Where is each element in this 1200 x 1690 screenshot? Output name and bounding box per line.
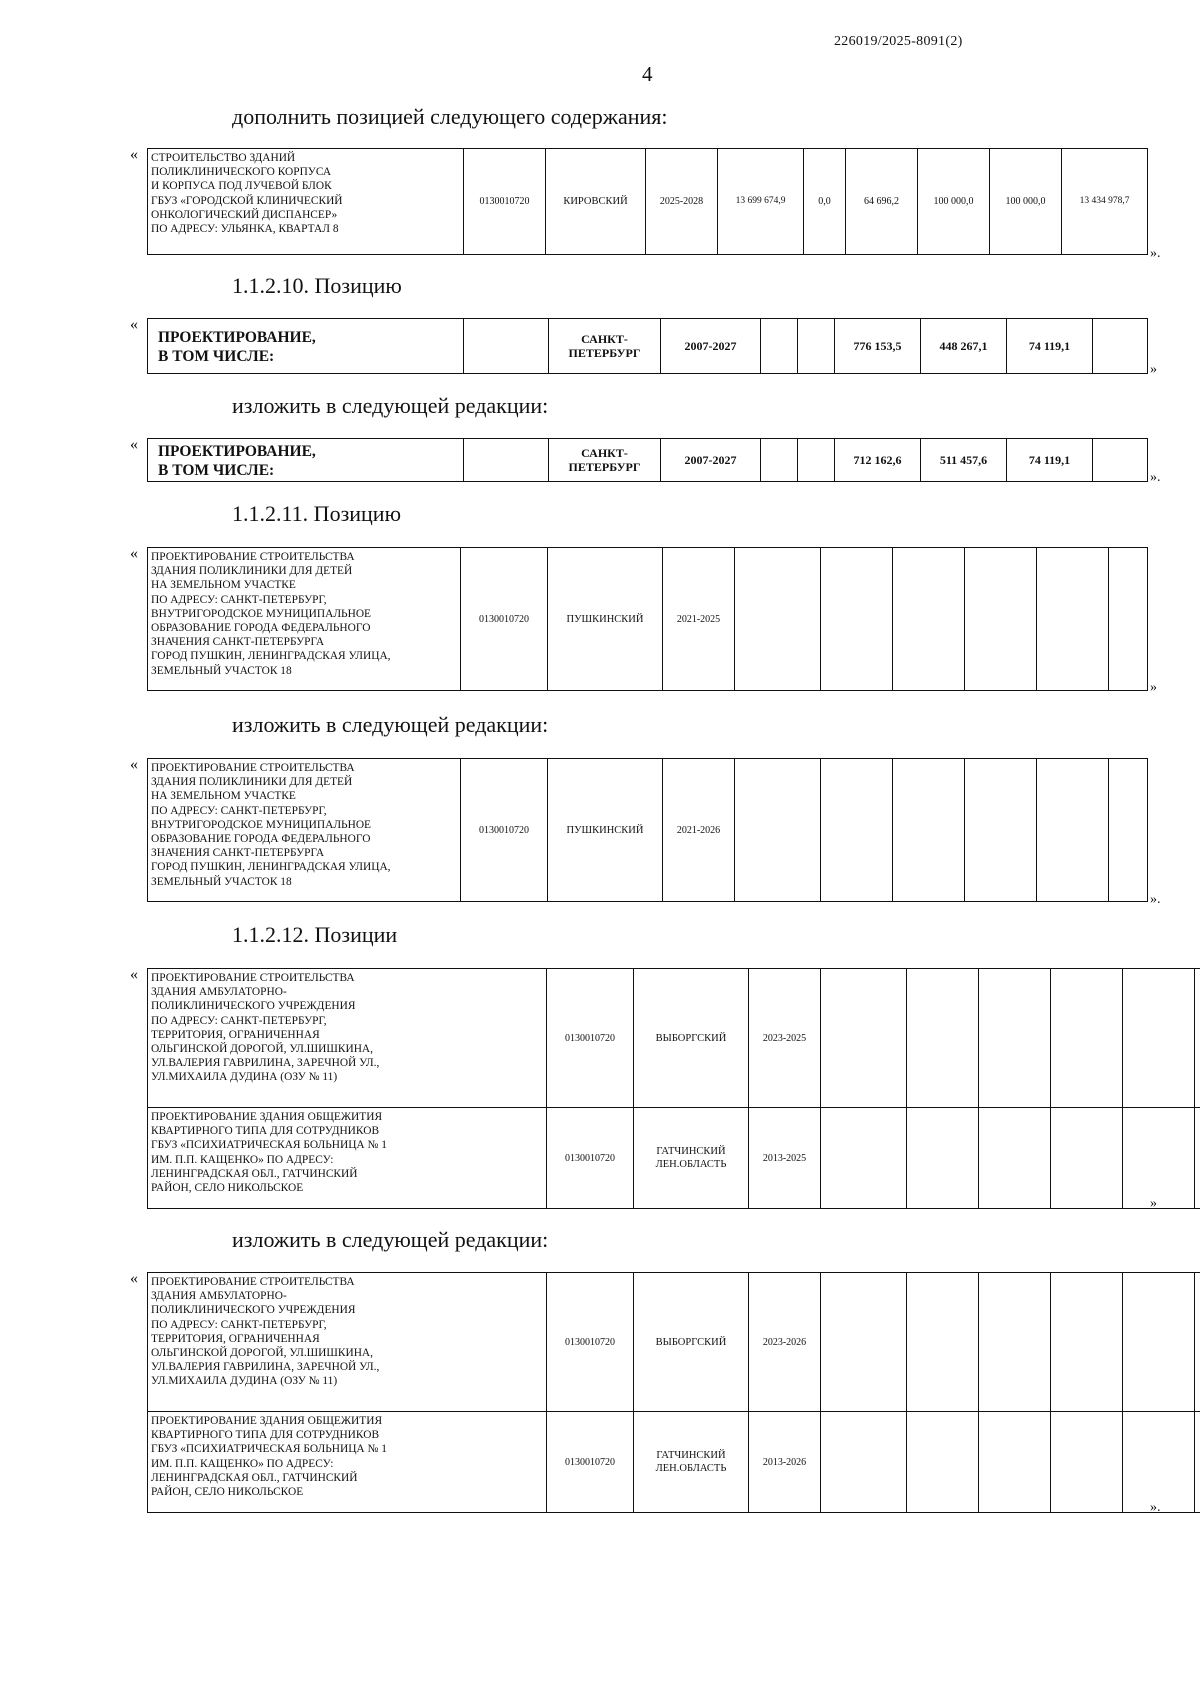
value-cell <box>761 319 798 374</box>
heading-1-1-2-10: 1.1.2.10. Позицию <box>232 273 402 298</box>
period-cell: 2025-2028 <box>646 149 718 255</box>
quote-open: « <box>130 545 138 562</box>
position-name: СТРОИТЕЛЬСТВО ЗДАНИЙ ПОЛИКЛИНИЧЕСКОГО КОРПУСА И КОРПУСА ПОД ЛУЧЕВОЙ БЛОК ГБУЗ «ГОРОДСКОЙ КЛИНИЧЕСКИЙ ОНКОЛОГИЧЕСКИЙ ДИСПАНСЕР» ПО АДРЕСУ: УЛЬЯНКА, КВАРТАЛ 8 <box>148 149 464 255</box>
code-cell: 0130010720 <box>547 969 634 1108</box>
value-cell: 74 119,1 <box>1007 439 1093 482</box>
period-cell: 2021-2025 <box>663 548 735 691</box>
value-cell <box>798 319 835 374</box>
value-cell: 776 153,5 <box>835 319 921 374</box>
value-cell <box>821 1412 907 1513</box>
value-cell <box>1195 1412 1200 1513</box>
value-cell: 448 267,1 <box>921 319 1007 374</box>
value-cell: 13 434 978,7 <box>1062 149 1148 255</box>
document-number: 226019/2025-8091(2) <box>834 34 963 49</box>
value-cell: 74 119,1 <box>1007 319 1093 374</box>
value-cell <box>821 759 893 902</box>
value-cell <box>1093 439 1148 482</box>
period-cell: 2007-2027 <box>661 319 761 374</box>
value-cell <box>893 548 965 691</box>
period-cell: 2013-2026 <box>749 1412 821 1513</box>
position-name: ПРОЕКТИРОВАНИЕ, В ТОМ ЧИСЛЕ: <box>148 319 464 374</box>
quote-close: » <box>1150 680 1157 695</box>
table-row <box>148 759 1148 902</box>
value-cell <box>979 1108 1051 1209</box>
table-row <box>148 1108 1200 1209</box>
page-number: 4 <box>642 62 653 86</box>
quote-open: « <box>130 756 138 773</box>
value-cell <box>979 969 1051 1108</box>
table-vyborg-gatchina-old <box>147 968 1200 1209</box>
quote-close: ». <box>1150 1500 1161 1515</box>
code-cell: 0130010720 <box>547 1108 634 1209</box>
value-cell <box>735 548 821 691</box>
period-cell: 2023-2026 <box>749 1273 821 1412</box>
table-row <box>148 319 1148 374</box>
table-new-position <box>147 148 1148 255</box>
heading-new-edition: изложить в следующей редакции: <box>232 393 549 418</box>
value-cell <box>1051 1108 1123 1209</box>
period-cell: 2023-2025 <box>749 969 821 1108</box>
district-cell: САНКТ- ПЕТЕРБУРГ <box>549 319 661 374</box>
value-cell <box>907 1412 979 1513</box>
quote-close: ». <box>1150 470 1161 485</box>
value-cell: 64 696,2 <box>846 149 918 255</box>
value-cell <box>893 759 965 902</box>
quote-open: « <box>130 1270 138 1287</box>
period-cell: 2007-2027 <box>661 439 761 482</box>
code-cell <box>464 439 549 482</box>
quote-open: « <box>130 436 138 453</box>
value-cell <box>907 969 979 1108</box>
value-cell <box>1123 1273 1195 1412</box>
table-design-new <box>147 438 1148 482</box>
table-row <box>148 149 1148 255</box>
value-cell <box>1109 759 1148 902</box>
position-name: ПРОЕКТИРОВАНИЕ СТРОИТЕЛЬСТВА ЗДАНИЯ АМБУЛАТОРНО- ПОЛИКЛИНИЧЕСКОГО УЧРЕЖДЕНИЯ ПО АДРЕСУ: САНКТ-ПЕТЕРБУРГ, ТЕРРИТОРИЯ, ОГРАНИЧЕННАЯ ОЛЬГИНСКОЙ ДОРОГОЙ, УЛ.ШИШКИНА, УЛ.ВАЛЕРИЯ ГАВРИЛИНА, ЗАРЕЧНОЙ УЛ., УЛ.МИХАИЛА ДУДИНА (ОЗУ № 11) <box>148 969 547 1108</box>
code-cell: 0130010720 <box>461 548 548 691</box>
district-cell: ПУШКИНСКИЙ <box>548 548 663 691</box>
heading-new-edition: изложить в следующей редакции: <box>232 1227 549 1252</box>
table-design-old <box>147 318 1148 374</box>
value-cell <box>907 1108 979 1209</box>
table-row <box>148 1412 1200 1513</box>
quote-close: ». <box>1150 246 1161 261</box>
value-cell: 100 000,0 <box>918 149 990 255</box>
value-cell <box>1037 759 1109 902</box>
table-pushkin-new <box>147 758 1148 902</box>
value-cell <box>1195 1108 1200 1209</box>
position-name: ПРОЕКТИРОВАНИЕ, В ТОМ ЧИСЛЕ: <box>148 439 464 482</box>
value-cell: 511 457,6 <box>921 439 1007 482</box>
value-cell <box>965 759 1037 902</box>
table-row <box>148 969 1200 1108</box>
heading-1-1-2-11: 1.1.2.11. Позицию <box>232 501 402 526</box>
period-cell: 2013-2025 <box>749 1108 821 1209</box>
table-row <box>148 548 1148 691</box>
code-cell: 0130010720 <box>461 759 548 902</box>
value-cell <box>1195 969 1200 1108</box>
position-name: ПРОЕКТИРОВАНИЕ ЗДАНИЯ ОБЩЕЖИТИЯ КВАРТИРНОГО ТИПА ДЛЯ СОТРУДНИКОВ ГБУЗ «ПСИХИАТРИЧЕСКАЯ БОЛЬНИЦА № 1 ИМ. П.П. КАЩЕНКО» ПО АДРЕСУ: ЛЕНИНГРАДСКАЯ ОБЛ., ГАТЧИНСКИЙ РАЙОН, СЕЛО НИКОЛЬСКОЕ <box>148 1412 547 1513</box>
heading-1-1-2-12: 1.1.2.12. Позиции <box>232 922 398 947</box>
heading-new-edition: изложить в следующей редакции: <box>232 712 549 737</box>
value-cell: 712 162,6 <box>835 439 921 482</box>
period-cell: 2021-2026 <box>663 759 735 902</box>
value-cell <box>907 1273 979 1412</box>
district-cell: ВЫБОРГСКИЙ <box>634 969 749 1108</box>
code-cell: 0130010720 <box>547 1273 634 1412</box>
value-cell <box>1051 1273 1123 1412</box>
value-cell <box>1051 969 1123 1108</box>
value-cell <box>965 548 1037 691</box>
value-cell <box>1195 1273 1200 1412</box>
value-cell <box>821 1108 907 1209</box>
position-name: ПРОЕКТИРОВАНИЕ ЗДАНИЯ ОБЩЕЖИТИЯ КВАРТИРНОГО ТИПА ДЛЯ СОТРУДНИКОВ ГБУЗ «ПСИХИАТРИЧЕСКАЯ БОЛЬНИЦА № 1 ИМ. П.П. КАЩЕНКО» ПО АДРЕСУ: ЛЕНИНГРАДСКАЯ ОБЛ., ГАТЧИНСКИЙ РАЙОН, СЕЛО НИКОЛЬСКОЕ <box>148 1108 547 1209</box>
quote-open: « <box>130 966 138 983</box>
value-cell: 13 699 674,9 <box>718 149 804 255</box>
district-cell: КИРОВСКИЙ <box>546 149 646 255</box>
value-cell: 100 000,0 <box>990 149 1062 255</box>
value-cell <box>761 439 798 482</box>
position-name: ПРОЕКТИРОВАНИЕ СТРОИТЕЛЬСТВА ЗДАНИЯ ПОЛИКЛИНИКИ ДЛЯ ДЕТЕЙ НА ЗЕМЕЛЬНОМ УЧАСТКЕ ПО АДРЕСУ: САНКТ-ПЕТЕРБУРГ, ВНУТРИГОРОДСКОЕ МУНИЦИПАЛЬНОЕ ОБРАЗОВАНИЕ ГОРОДА ФЕДЕРАЛЬНОГО ЗНАЧЕНИЯ САНКТ-ПЕТЕРБУРГА ГОРОД ПУШКИН, ЛЕНИНГРАДСКАЯ УЛИЦА, ЗЕМЕЛЬНЫЙ УЧАСТОК 18 <box>148 759 461 902</box>
position-name: ПРОЕКТИРОВАНИЕ СТРОИТЕЛЬСТВА ЗДАНИЯ АМБУЛАТОРНО- ПОЛИКЛИНИЧЕСКОГО УЧРЕЖДЕНИЯ ПО АДРЕСУ: САНКТ-ПЕТЕРБУРГ, ТЕРРИТОРИЯ, ОГРАНИЧЕННАЯ ОЛЬГИНСКОЙ ДОРОГОЙ, УЛ.ШИШКИНА, УЛ.ВАЛЕРИЯ ГАВРИЛИНА, ЗАРЕЧНОЙ УЛ., УЛ.МИХАИЛА ДУДИНА (ОЗУ № 11) <box>148 1273 547 1412</box>
value-cell <box>1051 1412 1123 1513</box>
value-cell <box>798 439 835 482</box>
table-vyborg-gatchina-new <box>147 1272 1200 1513</box>
value-cell <box>1109 548 1148 691</box>
value-cell: 0,0 <box>804 149 846 255</box>
table-pushkin-old <box>147 547 1148 691</box>
value-cell <box>1037 548 1109 691</box>
code-cell <box>464 319 549 374</box>
district-cell: ВЫБОРГСКИЙ <box>634 1273 749 1412</box>
table-row <box>148 439 1148 482</box>
position-name: ПРОЕКТИРОВАНИЕ СТРОИТЕЛЬСТВА ЗДАНИЯ ПОЛИКЛИНИКИ ДЛЯ ДЕТЕЙ НА ЗЕМЕЛЬНОМ УЧАСТКЕ ПО АДРЕСУ: САНКТ-ПЕТЕРБУРГ, ВНУТРИГОРОДСКОЕ МУНИЦИПАЛЬНОЕ ОБРАЗОВАНИЕ ГОРОДА ФЕДЕРАЛЬНОГО ЗНАЧЕНИЯ САНКТ-ПЕТЕРБУРГА ГОРОД ПУШКИН, ЛЕНИНГРАДСКАЯ УЛИЦА, ЗЕМЕЛЬНЫЙ УЧАСТОК 18 <box>148 548 461 691</box>
value-cell <box>979 1412 1051 1513</box>
district-cell: ГАТЧИНСКИЙ ЛЕН.ОБЛАСТЬ <box>634 1108 749 1209</box>
table-row <box>148 1273 1200 1412</box>
value-cell <box>1093 319 1148 374</box>
code-cell: 0130010720 <box>547 1412 634 1513</box>
district-cell: САНКТ- ПЕТЕРБУРГ <box>549 439 661 482</box>
district-cell: ГАТЧИНСКИЙ ЛЕН.ОБЛАСТЬ <box>634 1412 749 1513</box>
quote-close: » <box>1150 362 1157 377</box>
quote-open: « <box>130 146 138 163</box>
heading-add-position: дополнить позицией следующего содержания: <box>232 104 668 129</box>
quote-close: ». <box>1150 892 1161 907</box>
value-cell <box>821 548 893 691</box>
value-cell <box>735 759 821 902</box>
quote-open: « <box>130 316 138 333</box>
value-cell <box>821 1273 907 1412</box>
value-cell <box>979 1273 1051 1412</box>
quote-close: » <box>1150 1196 1157 1211</box>
district-cell: ПУШКИНСКИЙ <box>548 759 663 902</box>
value-cell <box>1123 1108 1195 1209</box>
code-cell: 0130010720 <box>464 149 546 255</box>
value-cell <box>821 969 907 1108</box>
value-cell <box>1123 1412 1195 1513</box>
value-cell <box>1123 969 1195 1108</box>
